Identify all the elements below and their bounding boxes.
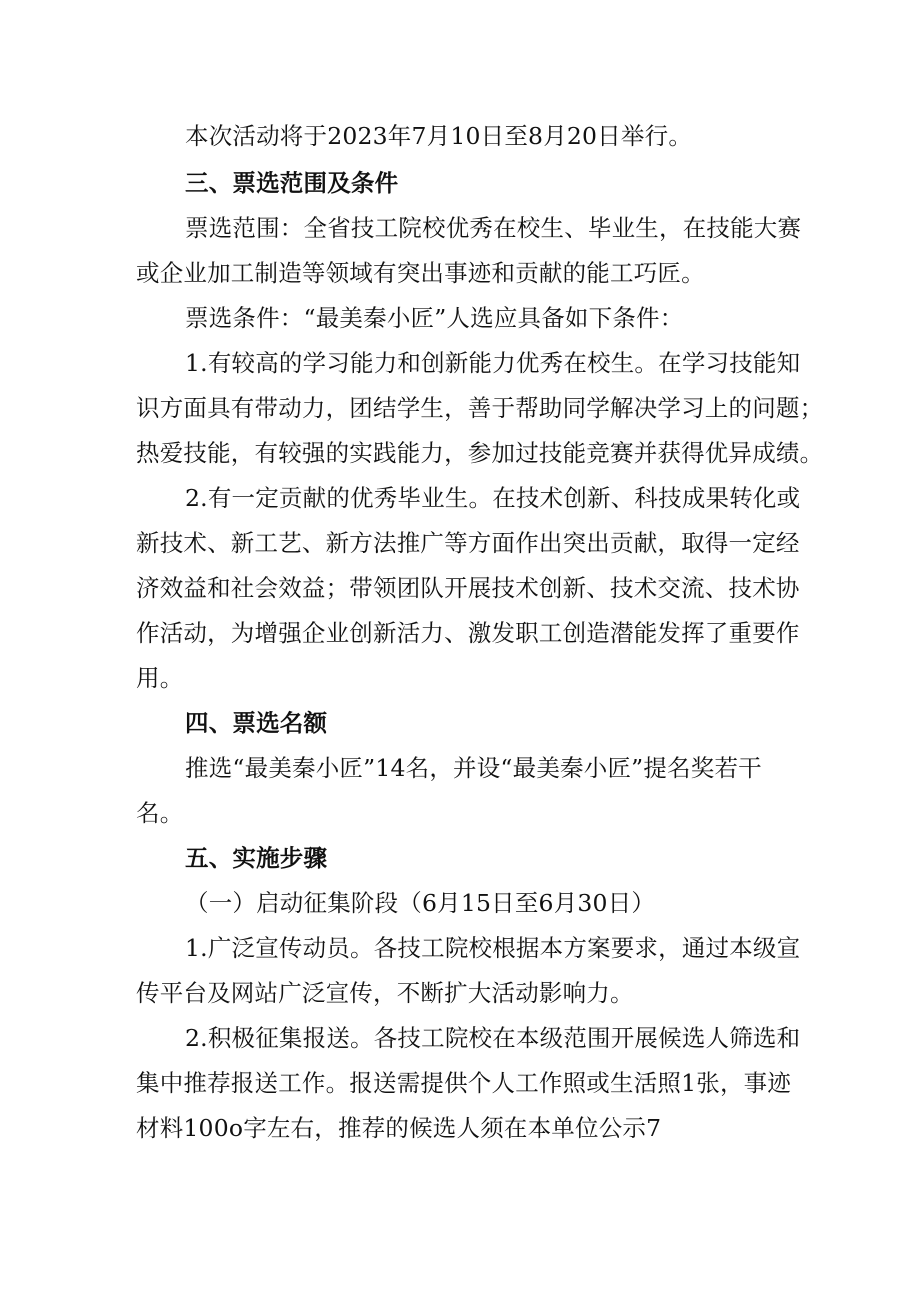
section-heading-4: 四、票选名额 <box>185 709 328 737</box>
section-heading-3: 三、票选范围及条件 <box>185 169 399 197</box>
paragraph-step-1-line-1: 1.广泛宣传动员。各技工院校根据本方案要求，通过本级宣 <box>185 934 801 962</box>
subsection-heading-1: （一）启动征集阶段（6月15日至6月30日） <box>185 889 656 917</box>
paragraph-step-2-line-2: 集中推荐报送工作。报送需提供个人工作照或生活照1张，事迹 <box>136 1069 792 1097</box>
paragraph-scope-line-1: 票选范围：全省技工院校优秀在校生、毕业生，在技能大赛 <box>185 214 802 242</box>
paragraph-condition-2-line-2: 新技术、新工艺、新方法推广等方面作出突出贡献，取得一定经 <box>136 529 800 557</box>
paragraph-condition-1-line-1: 1.有较高的学习能力和创新能力优秀在校生。在学习技能知 <box>185 349 801 377</box>
paragraph-condition-2-line-1: 2.有一定贡献的优秀毕业生。在技术创新、科技成果转化或 <box>185 484 801 512</box>
section-heading-5: 五、实施步骤 <box>185 844 328 872</box>
paragraph-quota-line-1: 推选“最美秦小匠”14名，并设“最美秦小匠”提名奖若干 <box>185 754 762 782</box>
paragraph-condition-2-line-5: 用。 <box>136 664 184 692</box>
paragraph-condition-2-line-3: 济效益和社会效益；带领团队开展技术创新、技术交流、技术协 <box>136 574 800 602</box>
paragraph-conditions: 票选条件：“最美秦小匠”人选应具备如下条件： <box>185 304 684 332</box>
paragraph-activity-dates: 本次活动将于2023年7月10日至8月20日举行。 <box>185 122 693 150</box>
paragraph-scope-line-2: 或企业加工制造等领域有突出事迹和贡献的能工巧匠。 <box>136 259 705 287</box>
paragraph-condition-1-line-2: 识方面具有带动力，团结学生，善于帮助同学解决学习上的问题； <box>136 394 824 422</box>
paragraph-condition-1-line-3: 热爱技能，有较强的实践能力，参加过技能竞赛并获得优异成绩。 <box>136 439 824 467</box>
paragraph-step-2-line-3: 材料100o字左右，推荐的候选人须在本单位公示7 <box>136 1114 662 1142</box>
paragraph-step-1-line-2: 传平台及网站广泛宣传，不断扩大活动影响力。 <box>136 979 634 1007</box>
paragraph-quota-line-2: 名。 <box>136 799 184 827</box>
paragraph-condition-2-line-4: 作活动，为增强企业创新活力、激发职工创造潜能发挥了重要作 <box>136 619 800 647</box>
paragraph-step-2-line-1: 2.积极征集报送。各技工院校在本级范围开展候选人筛选和 <box>185 1024 801 1052</box>
